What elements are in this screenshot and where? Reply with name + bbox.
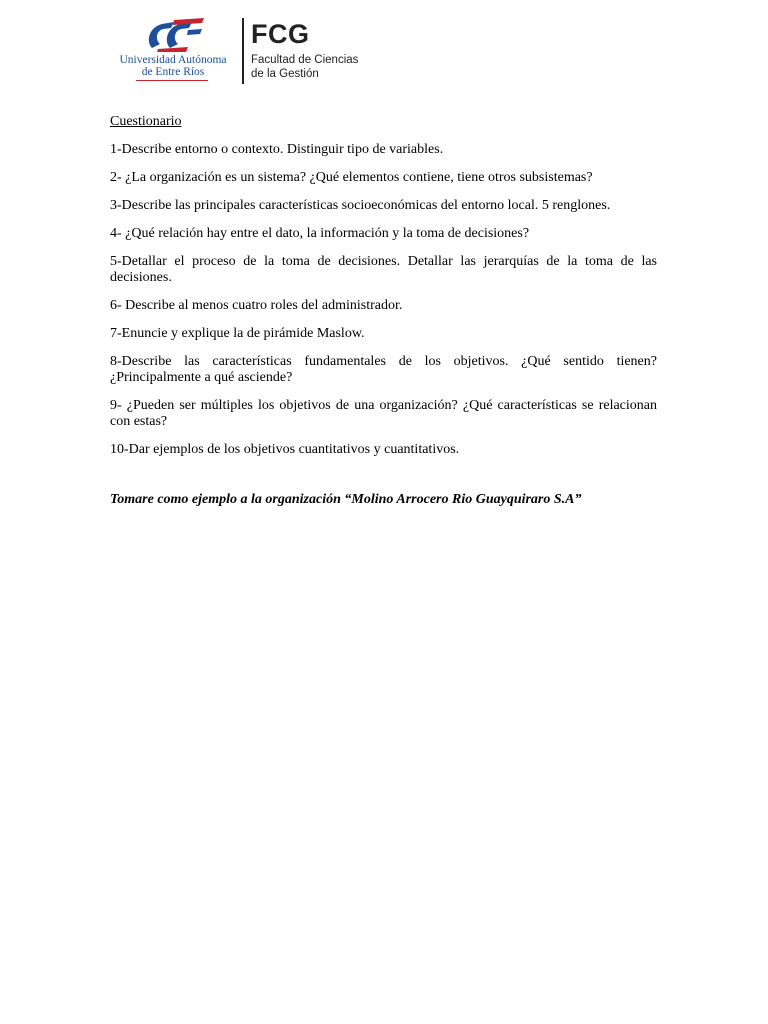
question-9: 9- ¿Pueden ser múltiples los objetivos de una organización? ¿Qué características se relacionan con estas? [110, 398, 657, 429]
question-4: 4- ¿Qué relación hay entre el dato, la información y la toma de decisiones? [110, 226, 530, 241]
questionnaire [110, 114, 657, 522]
question-10: 10-Dar ejemplos de los objetivos cuantitativos y cuantitativos. [110, 442, 460, 457]
uader-logo-mark-icon [144, 18, 206, 52]
uader-name-line-2: de Entre Ríos [141, 66, 205, 78]
uader-name [110, 54, 236, 78]
closing-statement: Tomare como ejemplo a la organización “Molino Arrocero Rio Guayquiraro S.A” [110, 492, 582, 507]
question-3: 3-Describe las principales características socioeconómicas del entorno local. 5 renglones. [110, 198, 611, 213]
question-2: 2- ¿La organización es un sistema? ¿Qué elementos contiene, tiene otros subsistemas? [110, 170, 593, 185]
uader-name-line-1: Universidad Autónoma [119, 54, 227, 66]
question-7: 7-Enuncie y explique la de pirámide Maslow. [110, 326, 365, 341]
fcg-faculty-name [251, 53, 358, 81]
uader-underline [136, 80, 208, 81]
logo-divider [242, 18, 244, 84]
question-8: 8-Describe las características fundamentales de los objetivos. ¿Qué sentido tienen? ¿Principalmente a qué asciende? [110, 354, 657, 385]
question-6: 6- Describe al menos cuatro roles del administrador. [110, 298, 403, 313]
questionnaire-heading: Cuestionario [110, 114, 182, 129]
document-header [110, 16, 370, 86]
fcg-faculty-name-line-2: de la Gestión [251, 68, 319, 80]
question-1: 1-Describe entorno o contexto. Distinguir tipo de variables. [110, 142, 444, 157]
fcg-faculty-name-line-1: Facultad de Ciencias [251, 54, 359, 66]
uader-logo [110, 16, 236, 82]
fcg-acronym: FCG [251, 19, 310, 49]
question-5: 5-Detallar el proceso de la toma de decisiones. Detallar las jerarquías de la toma de las decisiones. [110, 254, 657, 285]
